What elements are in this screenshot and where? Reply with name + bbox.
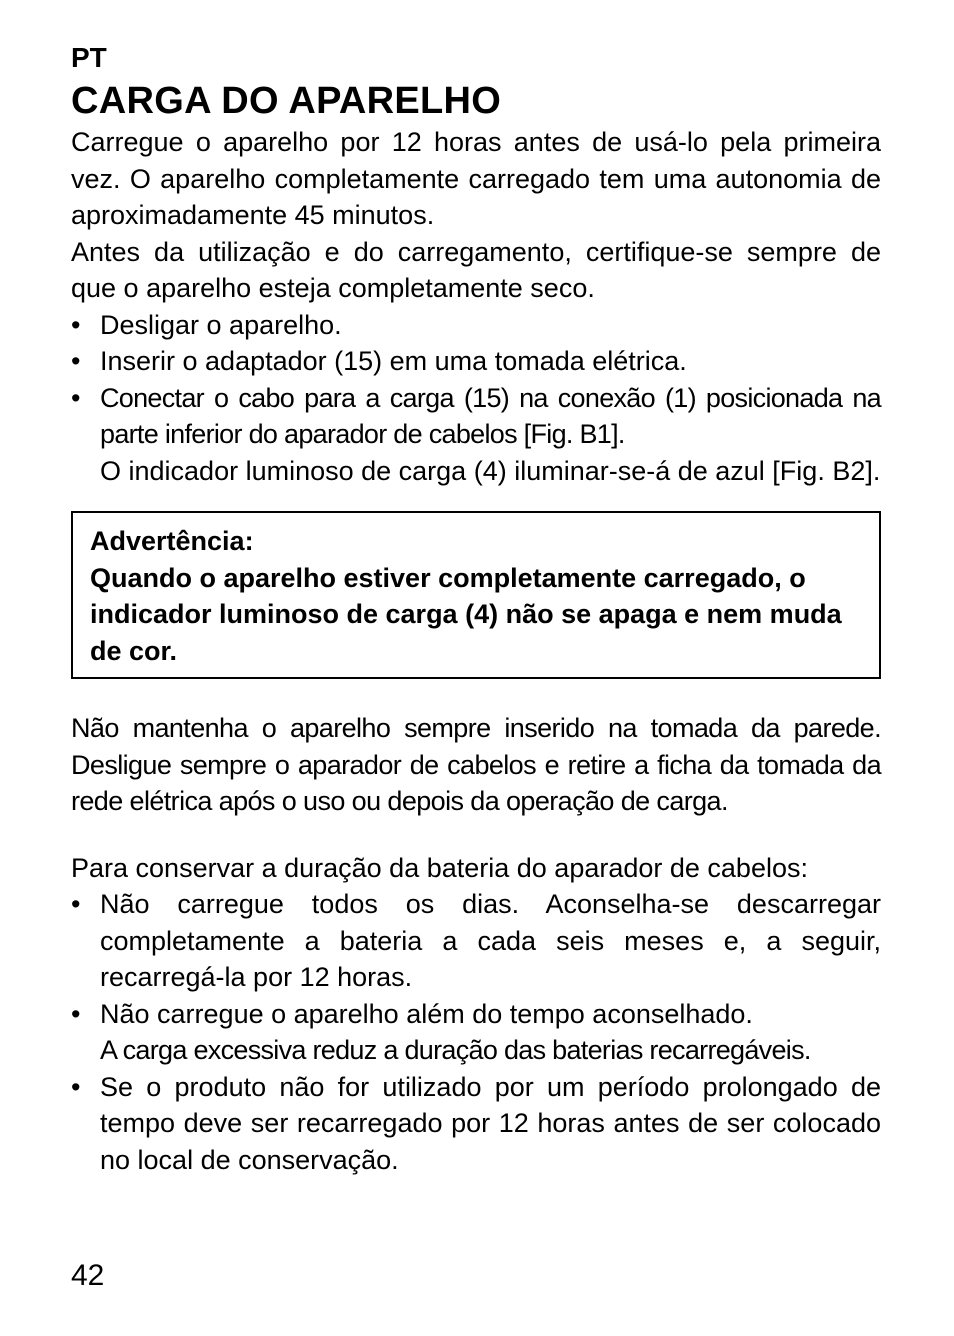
list-item [71,886,881,996]
list-item-text: Inserir o adaptador (15) em uma tomada elétrica. [100,346,687,376]
intro-paragraph-1: Carregue o aparelho por 12 horas antes de usá-lo pela primeira vez. O aparelho completamente carregado tem uma autonomia de aproximadamente 45 minutos. [71,127,881,230]
warning-text: Quando o aparelho estiver completamente carregado, o indicador luminoso de carga (4) não se apaga e nem muda de cor. [90,562,842,666]
list-item [71,343,881,380]
list-item-note: O indicador luminoso de carga (4) iluminar-se-á de azul [Fig. B2]. [100,455,881,486]
bullet-icon: • [71,889,81,919]
bullet-icon: • [71,346,81,376]
list-item-note: A carga excessiva reduz a duração das baterias recarregáveis. [100,1035,811,1065]
bullet-icon: • [71,309,81,340]
bullet-icon: • [71,382,81,413]
warning-heading: Advertência: [90,526,254,556]
list-item [71,996,881,1069]
manual-page [71,38,881,1178]
warning-box [71,511,881,679]
page-title: CARGA DO APARELHO [71,80,502,122]
list-item-text: Conectar o cabo para a carga (15) na conexão (1) posicionada na parte inferior do aparador de cabelos [Fig. B1]. [100,382,881,449]
list-item-text: Não carregue o aparelho além do tempo aconselhado. [100,998,753,1029]
charging-steps-list [71,307,881,490]
list-item-text: Se o produto não for utilizado por um período prolongado de tempo deve ser recarregado por 12 horas antes de ser colocado no local de conservação. [100,1071,881,1175]
battery-tips-list [71,886,881,1178]
list-item [71,1069,881,1179]
page-number: 42 [71,1259,105,1292]
list-item [71,307,881,344]
bullet-icon: • [71,998,81,1029]
battery-intro: Para conservar a duração da bateria do aparador de cabelos: [71,852,808,883]
bullet-icon: • [71,1071,81,1102]
list-item-text: Desligar o aparelho. [100,309,342,340]
intro-paragraph-2: Antes da utilização e do carregamento, certifique-se sempre de que o aparelho esteja completamente seco. [71,236,881,303]
socket-note-paragraph: Não mantenha o aparelho sempre inserido na tomada da parede. Desligue sempre o aparador de cabelos e retire a ficha da tomada da rede elétrica após o uso ou depois da operação de carga. [71,713,881,816]
language-code: PT [71,42,107,73]
list-item [71,380,881,490]
list-item-text: Não carregue todos os dias. Aconselha-se descarregar completamente a bateria a cada seis meses e, a seguir, recarregá-la por 12 horas. [100,889,881,992]
